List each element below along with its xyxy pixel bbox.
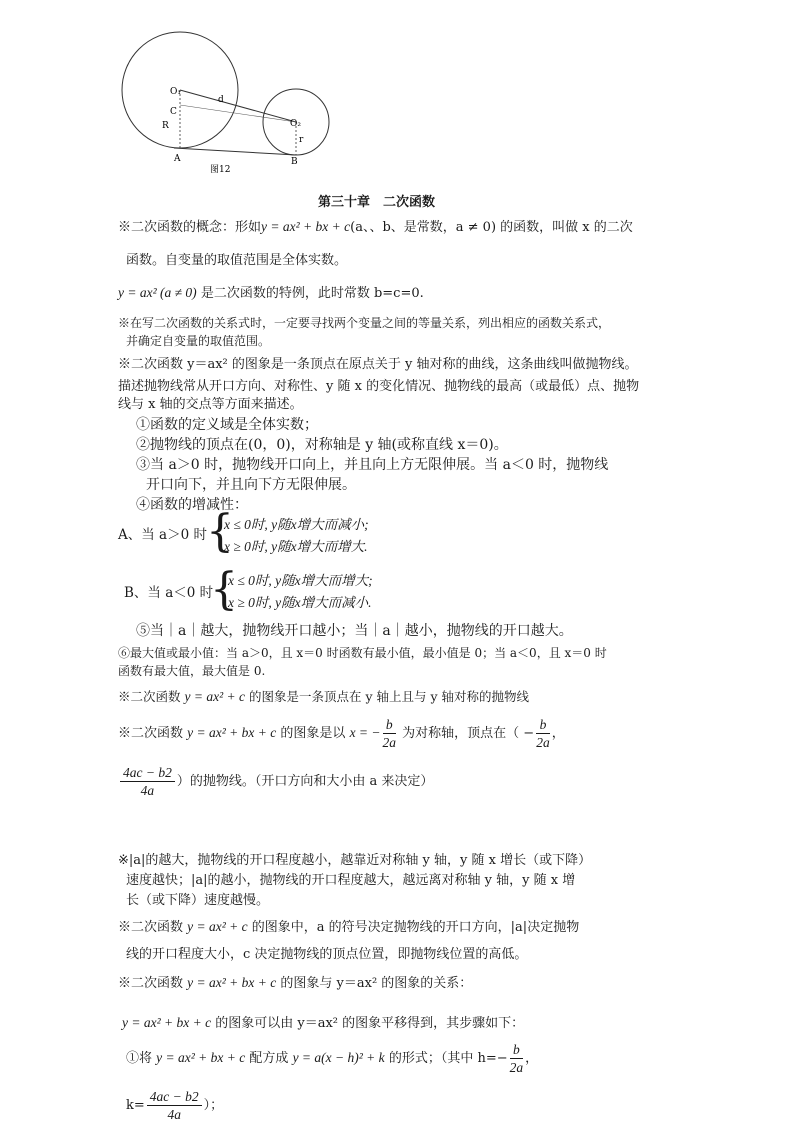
relation-note-line-1: ※在写二次函数的关系式时，一定要寻找两个变量之间的等量关系，列出相应的函数关系式， [118, 316, 611, 330]
definition-text-b: (a、、b、是常数，a ≠ 0) 的函数，叫做 x 的二次 [350, 220, 633, 235]
formula: y = ax² + c [187, 919, 248, 934]
relationship-line [118, 974, 472, 993]
label-a: A [174, 154, 181, 164]
coefficient-role-line-1 [118, 918, 579, 937]
text-suffix: 的图象与 y＝ax² 的图象的关系： [280, 976, 473, 991]
label-d: d [218, 95, 224, 105]
abs-a-line-3: 长（或下降）速度越慢。 [126, 893, 270, 908]
special-case-text: 是二次函数的特例，此时常数 b=c=0. [200, 286, 424, 301]
definition-line-2: 函数。自变量的取值范围是全体实数。 [126, 253, 348, 268]
label-R: R [162, 121, 169, 131]
text-prefix: ※二次函数 [118, 920, 184, 935]
step-1-line [126, 1040, 538, 1077]
property-6-line-2: 函数有最大值，最大值是 0. [118, 664, 266, 678]
definition-formula: y = ax² + bx + c [261, 219, 351, 234]
property-4: ④函数的增减性： [136, 497, 248, 513]
figure-12-diagram [118, 28, 348, 178]
label-o1: O₁ [170, 87, 181, 97]
case-b-1: x ≤ 0时, y随x增大而增大; [228, 573, 373, 588]
fraction-k: $\frac{4ac - b2}{4a}$ [147, 1088, 202, 1123]
label-o2: O₂ [290, 119, 301, 129]
text-suffix: ）的抛物线。（开口方向和大小由 a 来决定） [176, 774, 434, 789]
formula: y = ax² + bx + c [122, 1015, 212, 1030]
case-a-label: A、当 a＞0 时 [118, 527, 207, 543]
text-suffix: 的图象是一条顶点在 y 轴上且与 y 轴对称的抛物线 [248, 689, 530, 704]
text-prefix: ※二次函数 [118, 726, 184, 741]
text-prefix: ※二次函数 [118, 976, 184, 991]
property-5: ⑤当｜a｜越大，抛物线开口越小；当｜a｜越小，抛物线的开口越大。 [136, 623, 573, 639]
property-6-line-1: ⑥最大值或最小值：当 a＞0，且 x＝0 时函数有最小值，最小值是 0；当 a＜0，且 x＝0 时 [118, 646, 607, 660]
text-comma: ， [525, 1051, 539, 1066]
step-prefix: ①将 [126, 1051, 153, 1066]
property-3-line-1: ③当 a＞0 时，抛物线开口向上，并且向上方无限伸展。当 a＜0 时，抛物线 [136, 457, 609, 473]
case-b-2: x ≥ 0时, y随x增大而减小. [228, 595, 372, 610]
parallel-line [180, 105, 296, 122]
description-line-1: 描述抛物线常从开口方向、对称性、y 随 x 的变化情况、抛物线的最高（或最低）点、抛物 [118, 379, 640, 394]
case-b-label: B、当 a＜0 时 [124, 585, 214, 601]
formula: y = ax² + bx + c [187, 725, 277, 740]
definition-text-a: ※二次函数的概念：形如 [118, 220, 262, 235]
vertex-on-y-axis-line [118, 688, 529, 706]
case-a-brace: { [206, 506, 234, 557]
fraction-h: $\frac{b}{2a}$ [509, 1042, 524, 1075]
vertex-y-line [118, 764, 433, 800]
text-suffix: 的图象中，a 的符号决定抛物线的开口方向，|a|决定抛物 [251, 920, 580, 935]
text-comma: ， [551, 726, 565, 741]
special-case-line [118, 284, 424, 303]
fraction-b-over-2a: $\frac{b}{2a}$ [382, 717, 397, 750]
case-a-1: x ≤ 0时, y随x增大而减小; [224, 517, 369, 532]
translation-line [122, 1014, 524, 1033]
formula-general: y = ax² + bx + c [156, 1050, 246, 1065]
formula-vertex-form: y = a(x − h)² + k [292, 1050, 385, 1065]
formula: y = ax² + bx + c [187, 975, 277, 990]
parabola-definition: ※二次函数 y＝ax² 的图象是一条顶点在原点关于 y 轴对称的曲线，这条曲线叫做抛物线。 [118, 357, 638, 372]
description-line-2: 线与 x 轴的交点等方面来描述。 [118, 397, 303, 412]
case-b-brace: { [210, 564, 238, 615]
formula: y = ax² + c [184, 689, 245, 704]
k-prefix: k= [126, 1098, 145, 1113]
case-a-2: x ≥ 0时, y随x增大而增大. [224, 539, 368, 554]
step-1-k-line [126, 1088, 223, 1124]
abs-a-line-1: ※|a|的越大，抛物线的开口程度越小，越靠近对称轴 y 轴，y 随 x 增长（或下降） [118, 853, 592, 868]
figure-caption: 图12 [210, 165, 231, 175]
axis-prefix: x = − [349, 725, 381, 740]
label-r: r [299, 135, 304, 145]
text-mid: 配方成 [249, 1051, 289, 1066]
relation-note-line-2: 并确定自变量的取值范围。 [126, 334, 271, 348]
text-suffix: 的形式；（其中 h=− [388, 1051, 508, 1066]
text-prefix: ※二次函数 [118, 689, 181, 704]
abs-a-line-2: 速度越快；|a|的越小，抛物线的开口程度越大，越远离对称轴 y 轴，y 随 x 增 [126, 873, 576, 888]
text-suffix: ）； [203, 1098, 224, 1113]
chapter-title: 第三十章 二次函数 [318, 195, 436, 210]
property-1: ①函数的定义域是全体实数； [136, 417, 318, 433]
special-case-formula: y = ax² (a ≠ 0) [118, 285, 197, 300]
property-3-line-2: 开口向下，并且向下方无限伸展。 [146, 477, 356, 493]
label-b: B [291, 157, 298, 167]
label-c: C [170, 107, 177, 117]
coefficient-role-line-2: 线的开口程度大小，c 决定抛物线的顶点位置，即抛物线位置的高低。 [126, 947, 528, 962]
text-mid: 的图象是以 [280, 726, 346, 741]
definition-line-1 [118, 218, 633, 237]
property-2: ②抛物线的顶点在(0，0)，对称轴是 y 轴(或称直线 x＝0)。 [136, 437, 508, 453]
text-suffix: 的图象可以由 y＝ax² 的图象平移得到，其步骤如下： [215, 1016, 525, 1031]
axis-of-symmetry-line [118, 716, 565, 751]
fraction-b-over-2a-vertex: $\frac{b}{2a}$ [536, 717, 550, 750]
text-vertex: 为对称轴，顶点在（ − [402, 726, 535, 741]
fraction-vertex-y: $\frac{4ac - b2}{4a}$ [120, 764, 175, 799]
